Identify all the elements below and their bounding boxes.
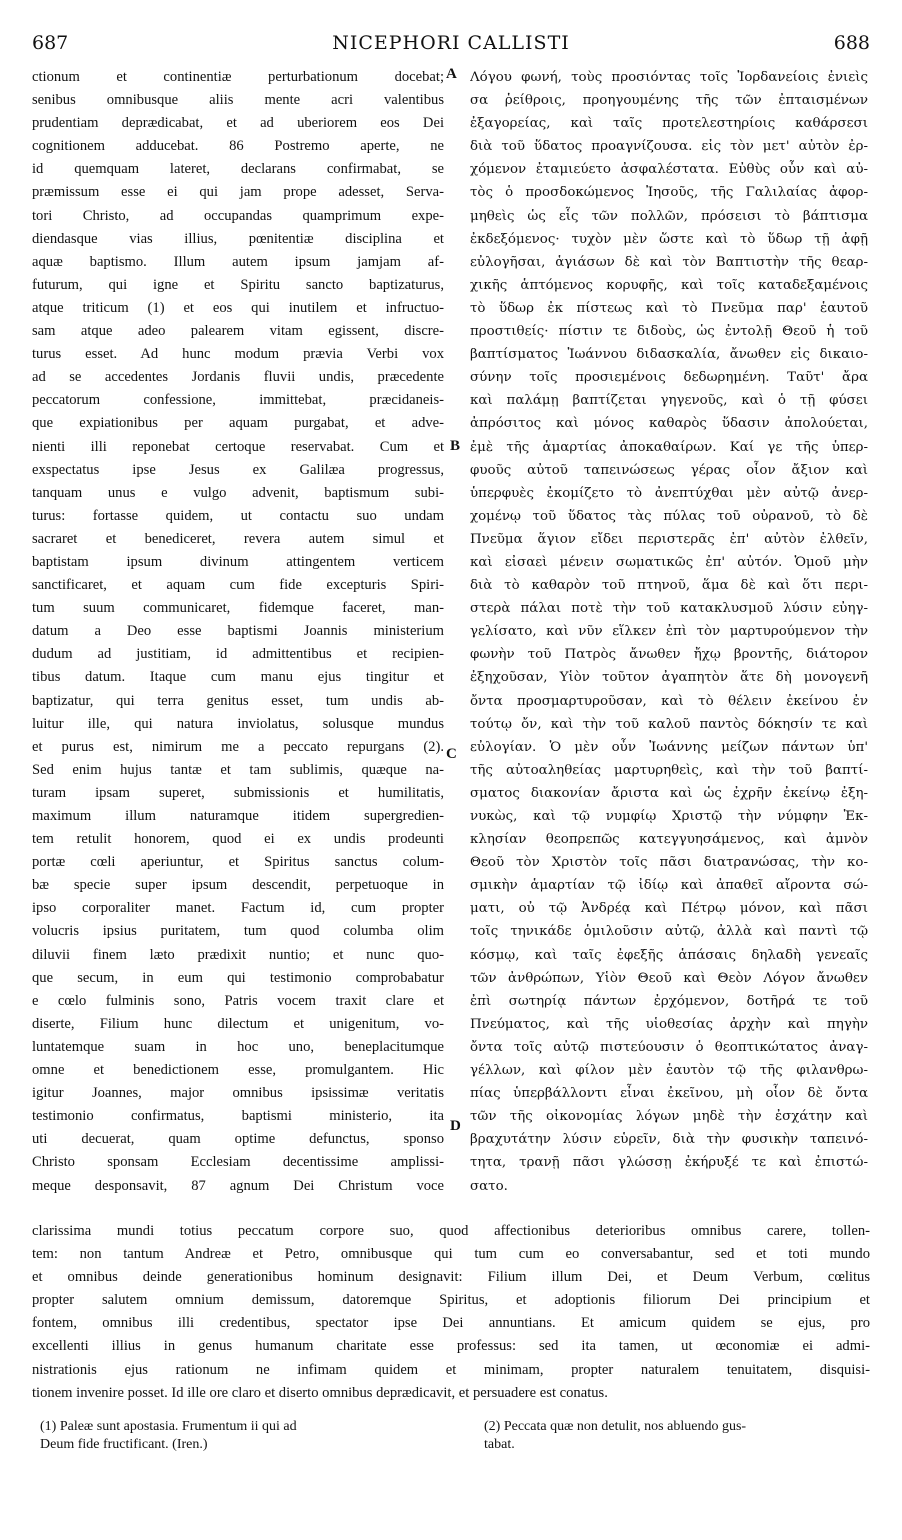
greek-text-line: Θεοῦ τὸν Χριστὸν τοῖς πᾶσι διατρανώσας, τὴν κο- [470, 855, 868, 871]
latin-text-line: volucris ipsius puritatem, tum quod columba olim [32, 923, 444, 940]
latin-text-line: bæ specie super ipsum descendit, perpetuoque in [32, 877, 444, 894]
greek-text-line: σατο. [470, 1178, 508, 1194]
latin-text-line: baptistam ipsum divinum attingentem verticem [32, 553, 444, 570]
full-width-text-line: fontem, omnibus illi credentibus, spectator ipse Dei annuntians. Et amicum quidem se ejus, pro [32, 1315, 870, 1332]
greek-text-line: καὶ εἰσαεὶ μένειν σωματικῶς ἐπ' αὐτόν. Ὁμοῦ μὴν [470, 554, 868, 570]
full-width-text-line: et omnibus deinde generationibus hominum designavit: Filium illum Dei, et Deum Verbum, cœlitus [32, 1269, 870, 1286]
greek-text-line: μηθεὶς ὡς εἷς τῶν πολλῶν, πρόσεισι τὸ βάπτισμα [470, 208, 868, 224]
greek-text-line: βραχυτάτην λύσιν εὑρεῖν, διὰ τὴν φυσικὴν ταπεινό- [470, 1132, 868, 1148]
page-header [32, 32, 870, 58]
latin-text-line: dudum ad justitiam, id admittentibus et recipien- [32, 646, 444, 663]
margin-marker-c: C [446, 746, 457, 762]
latin-text-line: ad se accedentes Jordanis fluvii undis, præcedente [32, 369, 444, 386]
latin-text-line: tem retulit honorem, quod ei ex undis prodeunti [32, 831, 444, 848]
greek-text-line: νυκὼς, καὶ τῷ νυμφίῳ Χριστῷ τὴν νύμφην Ἐκ- [470, 809, 868, 824]
greek-text-line: τούτῳ ὄν, καὶ τὴν τοῦ καλοῦ παντὸς δόκησίν τε καὶ [470, 716, 868, 732]
latin-text-line: tori Christo, ad occupandas quamprimum expe- [32, 207, 444, 224]
greek-text-line: ἐπὶ σωτηρίᾳ πάντων ἐρχόμενον, δοτῆρά τε τοῦ [470, 993, 868, 1009]
latin-text-line: portæ cœli aperiuntur, et Spiritus sanctus colum- [32, 854, 444, 871]
latin-text-line: igitur Joannes, major omnibus ipsissimæ veritatis [32, 1085, 444, 1102]
greek-text-line: προστιθείς· πίστιν τε διδοὺς, ὡς ἐντολῇ Θεοῦ ἡ τοῦ [470, 324, 868, 340]
greek-text-line: τῶν τῆς οἰκονομίας λόγων μηδὲ τὴν ἐσχάτην καὶ [470, 1109, 868, 1125]
greek-text-line: τητα, τρανῇ πᾶσι γλώσσῃ ἐκήρυξέ τε καὶ ἐπιστώ- [470, 1155, 868, 1171]
margin-marker-a: A [446, 66, 457, 82]
greek-text-line: ὑπερφυὲς ἐκομίζετο τὸ ἀνεπτύχθαι μὲν αὐτῷ ἀνερ- [470, 485, 868, 501]
margin-marker-b: B [450, 438, 461, 454]
full-width-text-line: propter salutem omnium demissum, datoremque Spiritus, et adoptionis filiorum Dei principium et [32, 1292, 870, 1309]
latin-text-line: aquæ baptismo. Illum autem ipsum jamjam af- [32, 253, 444, 270]
latin-text-line: turus: fortasse quidem, ut contactu suo undam [32, 507, 444, 524]
greek-text-line: φυοῦς αὐτοῦ ταπεινώσεως γέρας οἷον ἄξιον καὶ [470, 462, 868, 478]
greek-text-line: σα ῥείθροις, προηγουμένης τῆς τῶν ἐπταισμένων [470, 93, 868, 109]
full-width-text-line: tionem invenire posset. Id ille ore claro et diserto omnibus deprædicavit, et persuadere est conatus. [32, 1384, 608, 1401]
latin-text-line: tanquam unus e vulgo advenit, baptismum subi- [32, 484, 444, 501]
footnote-1-line-2: Deum fide fructificant. (Iren.) [40, 1437, 208, 1452]
greek-text-line: ὄντα προσμαρτυροῦσαν, καὶ τὸ θέλειν ἐκείνου ἐν [470, 693, 868, 709]
latin-text-line: sanctificaret, et aquam cum fide excepturis Spiri- [32, 577, 444, 594]
greek-text-line: σματος διακονίαν ἄριστα καὶ ὡς ἐχρῆν ἐκείνῳ ἐξη- [470, 785, 868, 801]
latin-text-line: futurum, qui igne et Spiritu sancto baptizaturus, [32, 276, 444, 293]
greek-text-line: ἐξηχοῦσαν, Υἱὸν τοῦτον ἀγαπητὸν ἅτε δὴ μονογενῆ [470, 670, 868, 686]
greek-text-line: εὐλογίαν. Ὁ μὲν οὖν Ἰωάννης μείζων πάντων ὑπ' [470, 739, 868, 755]
full-width-text [32, 1220, 870, 1405]
full-width-text-line: clarissima mundi totius peccatum corpore suo, quod affectionibus deterioribus omnibus carere, tollen- [32, 1223, 870, 1239]
greek-text-line: διὰ τὸ καθαρὸν τοῦ πτηνοῦ, ἅμα δὲ καὶ ὅτι περι- [470, 578, 868, 594]
greek-text-line: φωνὴν τοῦ Πατρὸς ἄνωθεν ἤχῳ βροντῆς, διάτορον [470, 647, 868, 663]
footnote-2-line-2: tabat. [484, 1437, 515, 1452]
page-number-left: 687 [32, 32, 69, 54]
latin-text-line: ctionum et continentiæ perturbationum docebat; [32, 69, 444, 85]
full-width-text-line: tem: non tantum Andreæ et Petro, omnibusque qui tum cum eo conversabantur, sed et toti mundo [32, 1246, 870, 1263]
latin-text-line: et purus est, nimirum me a peccato repurgans (2). [32, 738, 444, 755]
latin-text-line: senibus omnibusque aliis mente acri valentibus [32, 92, 444, 109]
greek-text-line: ἐμὲ τῆς ἁμαρτίας ἀποκαθαίρων. Καί γε τῆς ὑπερ- [470, 439, 868, 455]
latin-text-line: præmissum esse ei qui jam prope adesset, Serva- [32, 184, 444, 201]
latin-text-line: baptizatur, qui terra genitus esset, tum undis ab- [32, 692, 444, 709]
latin-column [32, 66, 444, 1198]
greek-text-line: στερὰ πάλαι ποτὲ τὴν τοῦ κατακλυσμοῦ λύσιν εὐηγ- [470, 601, 868, 617]
greek-text-line: χομένῳ τοῦ ὕδατος τὰς πύλας τοῦ οὐρανοῦ, τὸ δὲ [470, 508, 868, 524]
greek-text-line: ἀπρόσιτος καὶ μόνος καθαρὸς ὕδασιν ἀπολούεται, [470, 416, 868, 432]
latin-text-line: meque desponsavit, 87 agnum Dei Christum voce [32, 1177, 444, 1194]
latin-text-line: maximum illum naturamque itidem supergredien- [32, 808, 444, 824]
latin-text-line: exspectatus ipse Jesus ex Galilæa progressus, [32, 461, 444, 478]
greek-text-line: διὰ τοῦ ὕδατος προαγνίζουσα. εἰς τὸν μετ' αὐτὸν ἐρ- [470, 139, 868, 155]
greek-text-line: κόσμῳ, καὶ ταῖς ἐφεξῆς ἁπάσαις δηλαδὴ γενεαῖς [470, 947, 868, 963]
latin-text-line: omne et benedictionem esse, promulgantem. Hic [32, 1062, 444, 1079]
latin-text-line: que expiationibus per aquam purgabat, et adve- [32, 415, 444, 432]
latin-text-line: tibus datum. Itaque cum manu ejus tingitur et [32, 669, 444, 686]
greek-text-line: Λόγου φωνή, τοὺς προσιόντας τοῖς Ἰορδανείοις ἐνιεὶς [470, 70, 868, 85]
latin-text-line: atque triticum (1) et eos qui inutilem et infructuo- [32, 299, 444, 316]
latin-text-line: uti decuerat, quam optime defunctus, sponso [32, 1131, 444, 1148]
footnote-1-line-1: (1) Paleæ sunt apostasia. Frumentum ii qui ad [40, 1419, 297, 1434]
latin-text-line: Christo sponsam Ecclesiam decentissime amplissi- [32, 1154, 444, 1171]
footnote-2-line-1: (2) Peccata quæ non detulit, nos abluendo gus- [484, 1419, 747, 1434]
greek-text-line: τὸς ὁ προσδοκώμενος Ἰησοῦς, τῆς Γαλιλαίας ἀφορ- [470, 185, 868, 201]
greek-text-line: πίας ὑπερβάλλοντι εἶναι ἐκεῖνου, μὴ οἷον δὲ ὄντα [470, 1086, 868, 1102]
margin-marker-d: D [450, 1118, 461, 1134]
running-title: NICEPHORI CALLISTI [332, 32, 570, 54]
greek-text-line: σμικὴν ἁμαρτίαν τῷ ἰδίῳ καὶ ἀπαθεῖ αἴροντα σώ- [470, 878, 868, 894]
greek-text-line: χόμενον ἐταμιεύετο ἀσφαλέστατα. Εὐθὺς οὖν καὶ αὐ- [470, 162, 868, 178]
greek-text-line: χικῆς ἁπτόμενος κορυφῆς, καὶ τοῖς καταδεξαμένοις [470, 277, 868, 293]
greek-text-line: τοῖς τηνικάδε ὁμιλοῦσιν αὐτῷ, ἀλλὰ καὶ παντὶ τῷ [470, 924, 868, 940]
footnote-1 [40, 1418, 440, 1454]
greek-text-line: τὸ ὕδωρ ἐκ πίστεως καὶ τὸ Πνεῦμα παρ' ἑαυτοῦ [470, 300, 868, 316]
latin-text-line: tum suum communicaret, fidemque faceret, man- [32, 600, 444, 617]
greek-text-line: καὶ παλάμῃ βαπτίζεται γηγενοῦς, καὶ ὁ τῇ φύσει [470, 393, 868, 409]
greek-text-line: σύνην τοῖς προσιεμένοις δεδωρημένη. Ταῦτ' ἄρα [470, 370, 868, 386]
greek-text-line: ὄντα τοῖς αὐτῷ πιστεύουσιν ὁ θεοπτικώτατος ἀναγ- [470, 1039, 868, 1055]
greek-text-line: τῶν ἀνθρώπων, Υἱὸν Θεοῦ καὶ Θεὸν Λόγον ἄνωθεν [470, 970, 868, 986]
greek-text-line: Πνεύματος, καὶ τῆς υἱοθεσίας ἀρχὴν καὶ πηγὴν [470, 1016, 868, 1032]
latin-text-line: luntatemque suam in hoc uno, beneplacitumque [32, 1038, 444, 1055]
latin-text-line: sacraret et benediceret, revera autem simul et [32, 530, 444, 547]
full-width-text-line: nistrationis ejus rationum ne infimam quidem et minimam, propter naturalem tenuitatem, disquisi- [32, 1361, 870, 1378]
latin-text-line: prudentiam deprædicabat, et ad uberiorem eos Dei [32, 115, 444, 132]
greek-text-line: ἐξαγορείας, καὶ ταῖς προτελεστηρίοις καθάρσεσι [470, 116, 868, 132]
latin-text-line: sam atque adeo palearem vitam egissent, discre- [32, 323, 444, 340]
latin-text-line: diserte, Filium hunc dilectum et unigenitum, vo- [32, 1015, 444, 1032]
greek-text-line: βαπτίσματος Ἰωάννου διδασκαλία, ἄνωθεν εἰς δικαιο- [470, 347, 868, 363]
latin-text-line: e cœlo fulminis sono, Patris vocem traxit clare et [32, 992, 444, 1009]
greek-text-line: εὐλογῆσαι, ἁγιάσων δὲ καὶ τὸν Βαπτιστὴν τῆς θεαρ- [470, 254, 868, 270]
greek-text-line: Πνεῦμα ἅγιον εἴδει περιστερᾶς ἐπ' αὐτὸν ἐλθεῖν, [470, 531, 868, 547]
greek-text-line: γέλλων, καὶ φίλον μὲν ἑαυτὸν τῷ τῆς φιλανθρω- [470, 1063, 868, 1079]
latin-text-line: diendasque vias illius, pœnitentiæ disciplina et [32, 230, 444, 247]
latin-text-line: nienti illi reponebat certoque reservabat. Cum et [32, 438, 444, 455]
greek-text-line: ἐκδεξόμενος· τυχὸν μὲν ὥστε καὶ τὸ ὕδωρ τῇ ἀφῇ [470, 231, 868, 247]
greek-column [470, 66, 868, 1198]
latin-text-line: turus esset. Ad hunc modum prævia Verbi vox [32, 346, 444, 363]
latin-text-line: ipso corporaliter manet. Factum id, cum propter [32, 900, 444, 917]
latin-text-line: luitur ille, qui natura inviolatus, solusque mundus [32, 715, 444, 732]
latin-text-line: Sed enim hujus tantæ et tam sublimis, quæque na- [32, 761, 444, 778]
latin-text-line: testimonio confirmatus, baptismi ministerio, ita [32, 1108, 444, 1125]
greek-text-line: γελίσατο, καὶ νῦν εἵλκεν ἐπὶ τὸν μαρτυρούμενον τὴν [470, 624, 868, 640]
full-width-text-line: excellenti illius in genus humanum charitate esse professus: sed ita tamen, ut œconomiæ ei admi- [32, 1338, 870, 1355]
latin-text-line: turam ipsam superet, submissionis et humilitatis, [32, 784, 444, 801]
latin-text-line: que secum, in eum qui testimonio comprobabatur [32, 969, 444, 986]
latin-text-line: id quemquam lateret, declarans confirmabat, se [32, 161, 444, 178]
page-number-right: 688 [833, 32, 870, 54]
latin-text-line: diluvii finem læto prædixit nuntio; et nunc quo- [32, 946, 444, 963]
latin-text-line: peccatorum confessione, immittebat, præcidaneis- [32, 392, 444, 409]
footnote-2 [484, 1418, 864, 1454]
latin-text-line: datum a Deo esse baptismi Joannis ministerium [32, 623, 444, 640]
greek-text-line: τῆς αὐτοαληθείας μαρτυρηθεὶς, καὶ τὴν τοῦ βαπτί- [470, 762, 868, 778]
greek-text-line: κλησίαν θεοπρεπῶς κατεγγυησάμενος, καὶ ἀμνὸν [470, 832, 868, 848]
greek-text-line: ματι, οὐ τῷ Ἀνδρέᾳ καὶ Πέτρῳ μόνον, καὶ πᾶσι [470, 901, 868, 917]
latin-text-line: cognitionem adducebat. 86 Postremo aperte, ne [32, 138, 444, 155]
